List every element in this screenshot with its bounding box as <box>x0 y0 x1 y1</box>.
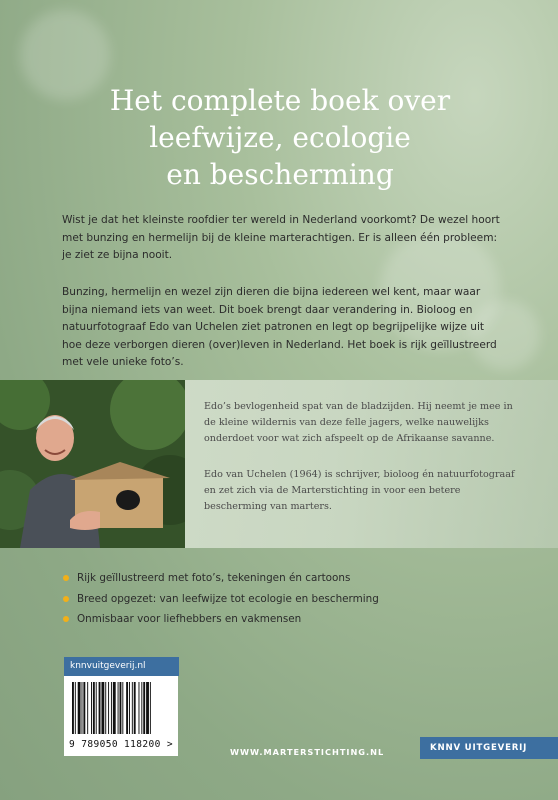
publisher-name: KNNV UITGEVERIJ <box>420 737 558 759</box>
isbn-barcode <box>64 676 178 756</box>
author-credentials-paragraph: Edo van Uchelen (1964) is schrijver, bioloog én natuurfotograaf en zet zich via de Marterstichting in voor een betere bescherming van marters. <box>204 469 515 512</box>
list-item-text: Breed opgezet: van leefwijze tot ecologie en bescherming <box>77 592 379 605</box>
isbn-number: 9 789050 118200 > <box>68 739 174 750</box>
list-item <box>63 591 379 608</box>
list-item-text: Rijk geïllustreerd met foto’s, tekeningen én cartoons <box>77 572 351 584</box>
list-item <box>63 611 379 628</box>
list-item <box>63 570 379 587</box>
description-paragraph: Bunzing, hermelijn en wezel zijn dieren die bijna iedereen wel kent, maar waar bijna niemand iets van weet. Dit boek brengt daar verandering in. Bioloog en natuurfotograaf Edo van Uchelen ziet patronen en legt op begrijpelijke wijze uit hoe deze verborgen dieren (over)leven in Nederland. Het boek is rijk geïllustreerd met vele unieke foto’s. <box>62 286 497 368</box>
bullet-icon <box>63 616 69 622</box>
title-line: leefwijze, ecologie <box>149 121 411 154</box>
website-url[interactable]: WWW.MARTERSTICHTING.NL <box>230 747 385 757</box>
author-photo-illustration <box>0 380 185 548</box>
bullet-icon <box>63 575 69 581</box>
feature-list <box>63 570 379 632</box>
cover-title <box>60 82 500 193</box>
publisher-url-label[interactable]: knnvuitgeverij.nl <box>64 657 179 676</box>
title-line: en bescherming <box>166 158 394 191</box>
bullet-icon <box>63 596 69 602</box>
title-line: Het complete boek over <box>109 84 451 117</box>
author-photo <box>0 380 185 548</box>
barcode-icon <box>70 682 172 738</box>
author-bio-paragraph: Edo’s bevlogenheid spat van de bladzijden. Hij neemt je mee in de kleine wildernis van deze felle jagers, welke nauwelijks onderdoet voor wat zich afspeelt op de Afrikaanse savanne. <box>204 401 513 444</box>
intro-paragraph: Wist je dat het kleinste roofdier ter wereld in Nederland voorkomt? De wezel hoort met bunzing en hermelijn bij de kleine marterachtigen. Er is alleen één probleem: je ziet ze bijna nooit. <box>62 214 500 261</box>
list-item-text: Onmisbaar voor liefhebbers en vakmensen <box>77 613 302 625</box>
